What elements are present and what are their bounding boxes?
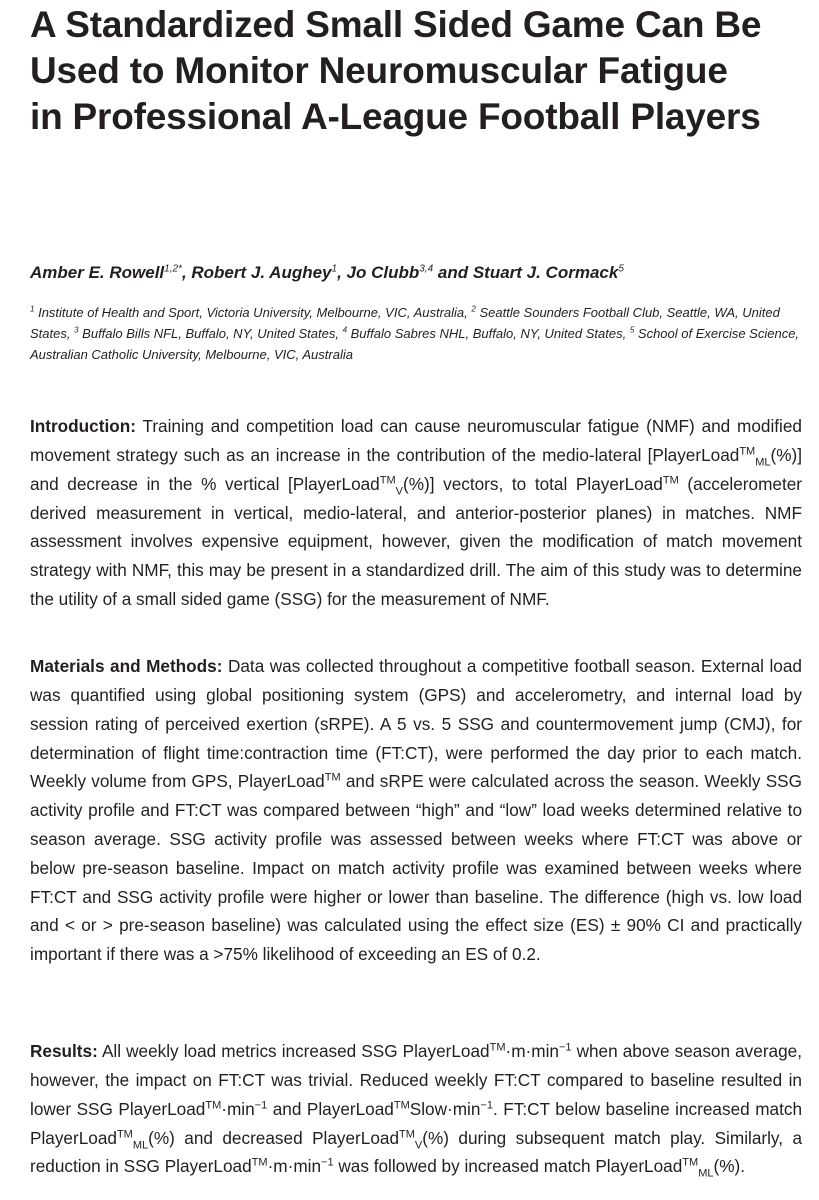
author-affiliation-mark: 5 <box>618 263 624 275</box>
trademark-mark: TM <box>379 474 396 487</box>
section-heading: Results: <box>30 1041 98 1062</box>
affiliation-text: Buffalo Sabres NHL, Buffalo, NY, United States, <box>350 326 627 341</box>
author-affiliation-mark: 3,4 <box>419 263 434 275</box>
trademark-mark: TM <box>489 1041 506 1054</box>
subscript-label: ML <box>755 456 771 469</box>
paper-title: A Standardized Small Sided Game Can Be Used to Monitor Neuromuscular Fatigue in Professional A-League Football Players <box>30 4 762 137</box>
affiliation-text: Institute of Health and Sport, Victoria University, Melbourne, VIC, Australia, <box>38 305 468 320</box>
subscript-label: V <box>414 1139 423 1152</box>
section-text: (%). <box>713 1156 745 1177</box>
section-text: (%) and decreased PlayerLoad <box>148 1127 400 1148</box>
exponent-mark: −1 <box>480 1099 493 1112</box>
author-name: Jo Clubb <box>346 263 420 282</box>
trademark-mark: TM <box>399 1127 415 1140</box>
affiliation-number: 3 <box>74 325 79 335</box>
section-text: and sRPE were calculated across the season. Weekly SSG activity profile and FT:CT was compared between “high” and “low” load weeks determined relative to season average. SSG activity profile was assessed between weeks where FT:CT was above or below pre-season baseline. Impact on match activity profile was examined between weeks where FT:CT and SSG activity profile were higher or lower than baseline. The difference (high vs. low load and < or > pre-season baseline) was calculated using the effect size (ES) ± 90% CI and practically important if there was a >75% likelihood of exceeding an ES of 0.2. <box>30 771 802 965</box>
trademark-mark: TM <box>324 771 341 784</box>
author-name: Robert J. Aughey <box>191 263 332 282</box>
section-text: (%)] and decrease in the % vertical [PlayerLoad <box>30 444 802 494</box>
section-text: . FT:CT below baseline increased match PlayerLoad <box>30 1098 803 1148</box>
section-text: and PlayerLoad <box>272 1098 394 1119</box>
author-affiliation-mark: 1 <box>331 263 338 275</box>
trademark-mark: TM <box>393 1099 410 1112</box>
section-text: Slow·min <box>409 1098 481 1119</box>
author-affiliation-mark: 1,2* <box>164 263 182 275</box>
section-text: All weekly load metrics increased SSG PlayerLoad <box>101 1041 490 1062</box>
trademark-mark: TM <box>682 1156 699 1169</box>
affiliation-number: 2 <box>471 304 476 314</box>
affiliation-text: School of Exercise Science, Australian Catholic University, Melbourne, VIC, Australia <box>30 326 800 362</box>
trademark-mark: TM <box>205 1099 222 1112</box>
affiliation-text: Buffalo Bills NFL, Buffalo, NY, United States, <box>82 326 339 341</box>
methods-section <box>30 652 802 969</box>
author-name: Amber E. Rowell <box>30 263 165 282</box>
affiliation-number: 4 <box>342 325 348 335</box>
section-text: Data was collected throughout a competitive football season. External load was quantified using global positioning system (GPS) and accelerometry, and internal load by session rating of perceived exertion (sRPE). A 5 vs. 5 SSG and countermovement jump (CMJ), for determination of flight time:contraction time (FT:CT), were performed the day prior to each match. Weekly volume from GPS, PlayerLoad <box>30 656 802 792</box>
trademark-mark: TM <box>739 445 756 458</box>
exponent-mark: −1 <box>558 1041 572 1054</box>
section-text: when above season average, however, the impact on FT:CT was trivial. Reduced weekly FT:CT compared to baseline resulted in lower SSG PlayerLoad <box>30 1041 802 1119</box>
trademark-mark: TM <box>116 1127 133 1140</box>
section-text: ·m·min <box>267 1156 322 1177</box>
subscript-label: V <box>395 485 403 498</box>
introduction-section <box>30 412 802 614</box>
affiliation-list <box>30 302 800 365</box>
subscript-label: ML <box>132 1139 149 1152</box>
section-heading: Introduction: <box>30 416 136 437</box>
affiliation-text: Seattle Sounders Football Club, Seattle, WA, United States, <box>30 305 780 341</box>
section-text: (accelerometer derived measurement in vertical, medio-lateral, and anterior-posterior planes) in matches. NMF assessment involves expensive equipment, however, given the modification of match movement strategy with NMF, this may be present in a standardized drill. The aim of this study was to determine the utility of a small sided game (SSG) for the measurement of NMF. <box>30 473 802 609</box>
section-text: (%) during subsequent match play. Similarly, a reduction in SSG PlayerLoad <box>30 1127 803 1177</box>
section-text: ·min <box>221 1098 255 1119</box>
trademark-mark: TM <box>251 1156 268 1169</box>
affiliation-number: 1 <box>30 304 35 314</box>
exponent-mark: −1 <box>321 1156 334 1169</box>
section-heading: Materials and Methods: <box>30 656 223 677</box>
section-text: Training and competition load can cause neuromuscular fatigue (NMF) and modified movement strategy such as an increase in the contribution of the medio-lateral [PlayerLoad <box>30 416 802 465</box>
affiliation-number: 5 <box>629 325 635 335</box>
author-list: Amber E. Rowell$^{1,2*}$, Robert J. Aughey$^1$, Jo Clubb$^{3,4}$ and Stuart J. Cormack$^5$ <box>30 263 624 282</box>
section-text: ·m·min <box>505 1041 559 1062</box>
section-text: was followed by increased match PlayerLoad <box>338 1156 683 1177</box>
trademark-mark: TM <box>662 474 679 487</box>
results-section <box>30 1037 802 1181</box>
exponent-mark: −1 <box>254 1099 268 1112</box>
author-name: Stuart J. Cormack <box>472 263 619 282</box>
subscript-label: ML <box>698 1167 714 1180</box>
section-text: (%)] vectors, to total PlayerLoad <box>402 473 663 494</box>
